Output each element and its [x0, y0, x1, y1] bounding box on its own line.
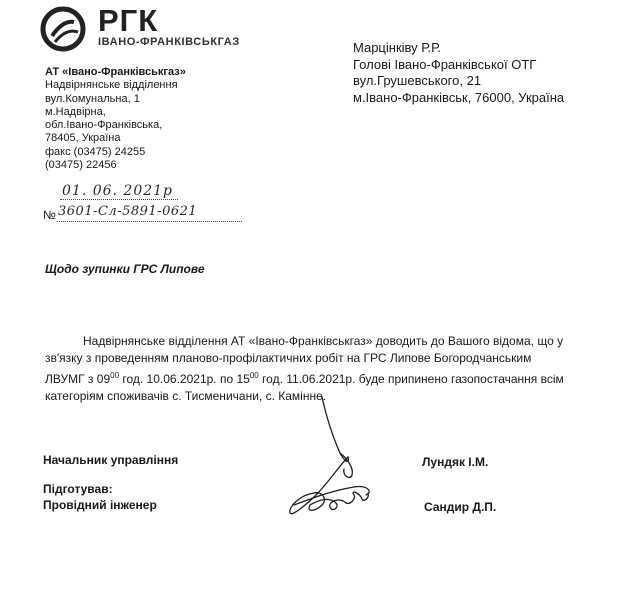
sender-line: обл.Івано-Франківська, [45, 119, 163, 132]
time-superscript: 00 [249, 371, 259, 380]
body-line: зв'язку з проведенням планово-профілактичних робіт на ГРС Липове Богородчанським [45, 351, 532, 365]
rgk-logo-icon [40, 6, 86, 52]
recipient-line: Марцінківу Р.Р. [353, 40, 441, 55]
sender-line: (03475) 22456 [45, 159, 117, 172]
number-underline [57, 221, 242, 222]
date-underline [60, 199, 178, 200]
recipient-address-block [353, 40, 564, 106]
recipient-line: Голові Івано-Франківської ОТГ [353, 56, 537, 72]
prepared-by-label: Підготував: [43, 482, 113, 496]
preparer-name: Сандир Д.П. [424, 500, 497, 514]
sender-line: Надвірнянське відділення [45, 79, 178, 92]
body-line: Надвірнянське відділення АТ «Івано-Франківськгаз» доводить до Вашого відома, що у [83, 334, 564, 348]
body-line: категоріям споживачів с. Тисменичани, с. Камінне. [45, 389, 327, 403]
sender-org: АТ «Івано-Франківськгаз» [45, 66, 186, 78]
letter-date: 01. 06. 2021р [62, 183, 174, 199]
sender-address-block [45, 66, 186, 172]
body-text: год. 11.06.2021р. буде припинено газопостачання всім [258, 372, 564, 386]
body-line [45, 367, 617, 388]
preparer-position: Провідний інженер [43, 498, 157, 512]
handwritten-signature [270, 395, 410, 530]
sender-line: м.Надвірна, [45, 105, 106, 118]
number-label: № [43, 208, 56, 222]
body-text: год. 10.06.2021р. по 15 [119, 372, 250, 386]
body-text: ЛВУМГ з 09 [45, 372, 111, 386]
recipient-line: м.Івано-Франківськ, 76000, Україна [353, 89, 565, 105]
letter-number: 3601-Сл-5891-0621 [58, 204, 198, 219]
company-logo-subtitle: ІВАНО-ФРАНКІВСЬКГАЗ [98, 36, 240, 48]
company-logo-name: РГК [98, 3, 159, 38]
signer-name: Лундяк І.М. [422, 455, 489, 469]
letter-subject: Щодо зупинки ГРС Липове [45, 262, 205, 276]
sender-line: вул.Комунальна, 1 [45, 92, 140, 105]
recipient-line: вул.Грушевського, 21 [353, 73, 482, 88]
sender-line: 78405, Україна [45, 132, 121, 145]
signer-position: Начальник управління [43, 453, 179, 467]
time-superscript: 00 [110, 371, 120, 380]
sender-line: факс (03475) 24255 [45, 145, 146, 158]
